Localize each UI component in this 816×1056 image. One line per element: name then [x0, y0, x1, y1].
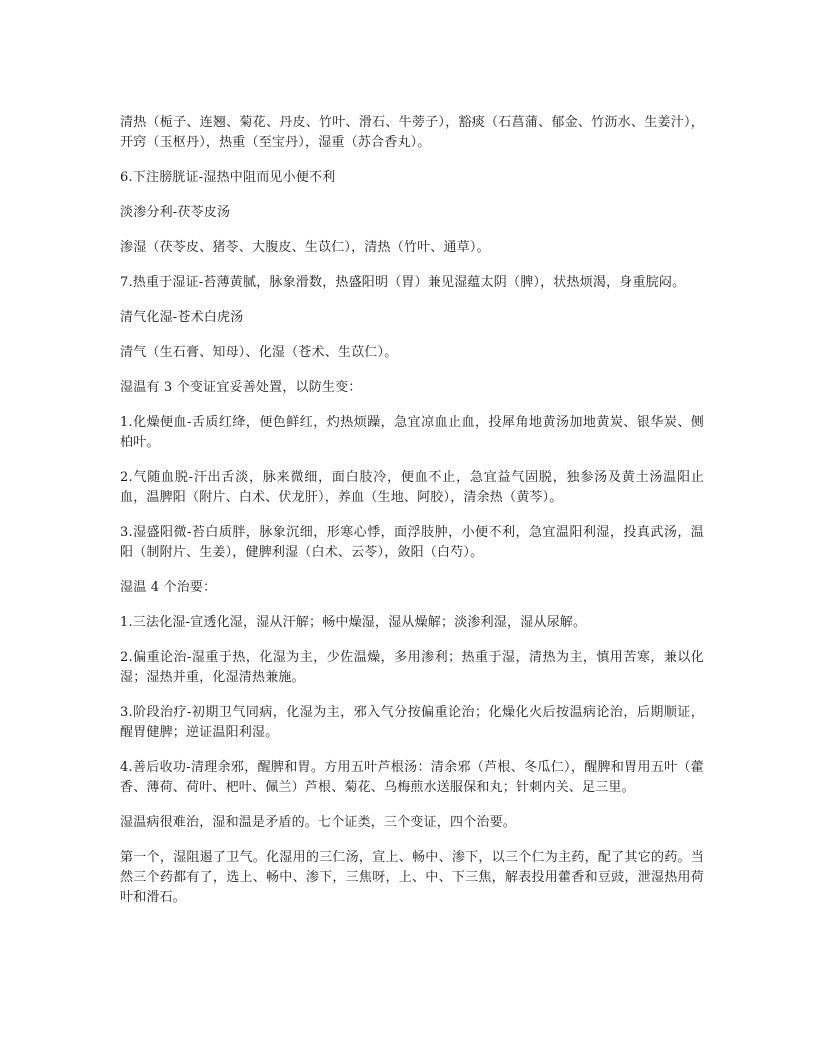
variant-syndrome-2: 2.气随血脱-汗出舌淡，脉来微细，面白肢冷，便血不止，急宜益气固脱，独参汤及黄土汤温阳止血，温脾阳（附片、白术、伏龙肝），养血（生地、阿胶），清余热（黄芩）。	[120, 470, 704, 505]
prescription-7: 清气（生石膏、知母）、化湿（苍术、生苡仁）。	[120, 345, 398, 360]
document-page	[120, 113, 704, 923]
treatment-essential-2: 2.偏重论治-湿重于热，化湿为主，少佐温燥，多用渗利；热重于湿，清热为主，慎用苦寒，兼以化湿；湿热并重，化湿清热兼施。	[120, 650, 704, 685]
treatment-essential-4: 4.善后收功-清理余邪，醒脾和胃。方用五叶芦根汤：清余邪（芦根、冬瓜仁），醒脾和胃用五叶（藿香、薄荷、荷叶、杷叶、佩兰）芦根、菊花、乌梅煎水送服保和丸；针刺内关、足三里。	[120, 760, 704, 795]
summary-paragraph: 湿温病很难治，湿和温是矛盾的。七个证类，三个变证，四个治要。	[120, 815, 517, 830]
heading-treatment-essentials: 湿温 4 个治要：	[120, 580, 217, 595]
treatment-method-6: 淡渗分利-茯苓皮汤	[120, 205, 231, 220]
variant-syndrome-3: 3.湿盛阳微-苔白质胖，脉象沉细，形寒心悸，面浮肢肿，小便不利，急宜温阳利湿，投真武汤，温阳（制附片、生姜），健脾利湿（白术、云苓），敛阳（白芍）。	[120, 525, 704, 560]
paragraph-herbs-continuation: 清热（栀子、连翘、菊花、丹皮、竹叶、滑石、牛蒡子），豁痰（石菖蒲、郁金、竹沥水、生姜汁），开窍（玉枢丹），热重（至宝丹），湿重（苏合香丸）。	[120, 115, 704, 150]
treatment-method-7: 清气化湿-苍术白虎汤	[120, 310, 244, 325]
heading-syndrome-7: 7.热重于湿证-苔薄黄腻，脉象滑数，热盛阳明（胃）兼见湿蕴太阴（脾），状热烦渴，身重脘闷。	[120, 275, 686, 290]
treatment-essential-1: 1.三法化湿-宣透化湿，湿从汗解；畅中燥湿，湿从燥解；淡渗利湿，湿从尿解。	[120, 615, 587, 630]
heading-variant-syndromes: 湿温有 3 个变证宜妥善处置，以防生变：	[120, 380, 362, 395]
heading-syndrome-6: 6.下注膀胱证-湿热中阻而见小便不利	[120, 170, 336, 185]
prescription-6: 渗湿（茯苓皮、猪苓、大腹皮、生苡仁），清热（竹叶、通草）。	[120, 240, 490, 255]
treatment-essential-3: 3.阶段治疗-初期卫气同病，化湿为主，邪入气分按偏重论治；化燥化火后按温病论治，后期顺证，醒胃健脾；逆证温阳利湿。	[120, 705, 704, 740]
variant-syndrome-1: 1.化燥便血-舌质红绛，便色鲜红，灼热烦躁，急宜凉血止血，投犀角地黄汤加地黄炭、银华炭、侧柏叶。	[120, 415, 704, 450]
commentary-paragraph: 第一个，湿阻遏了卫气。化湿用的三仁汤，宣上、畅中、渗下，以三个仁为主药，配了其它的药。当然三个药都有了，选上、畅中、渗下，三焦呀，上、中、下三焦，解表投用藿香和豆豉，泄湿热用荷叶和滑石。	[120, 850, 704, 905]
